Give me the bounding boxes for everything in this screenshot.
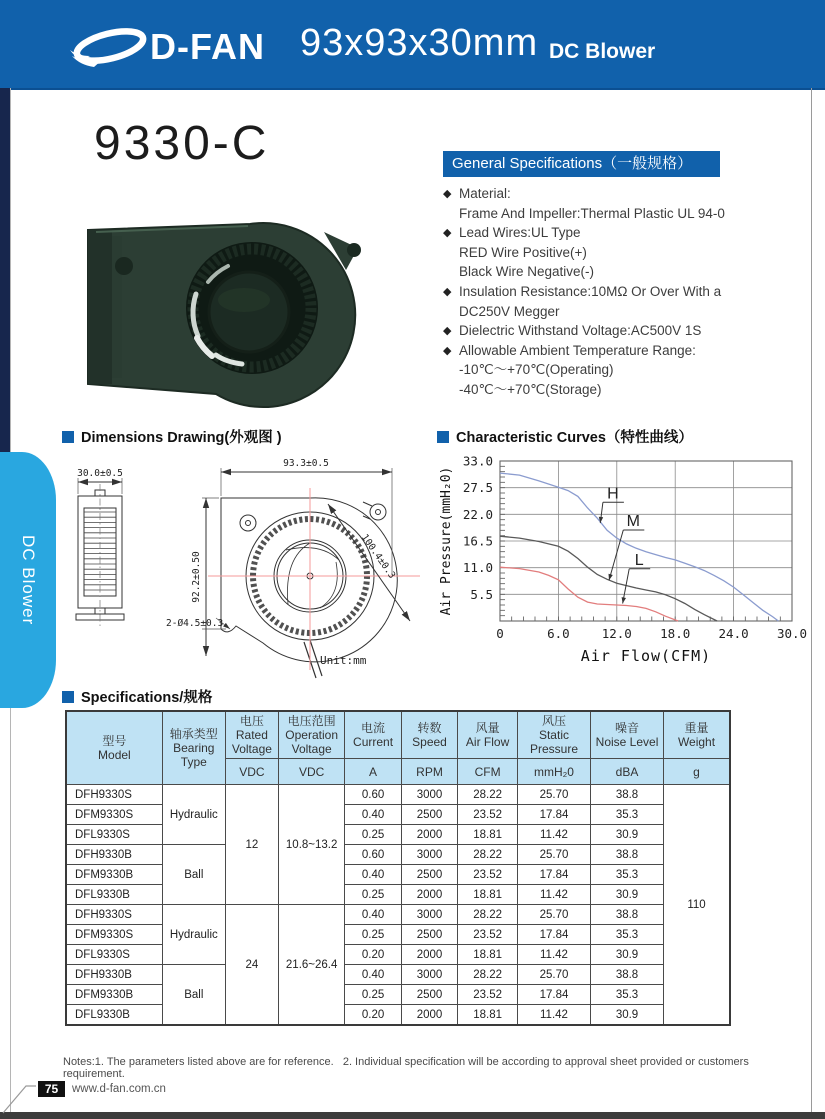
spec-line-text: Material: xyxy=(459,186,511,201)
table-cell: 38.8 xyxy=(591,965,664,985)
table-cell: 0.40 xyxy=(345,905,401,925)
dim-height-label: 92.2±0.50 xyxy=(191,551,202,603)
diamond-bullet-icon: ◆ xyxy=(443,188,452,200)
side-tab-label: DC Blower xyxy=(19,534,38,626)
table-cell: 110 xyxy=(664,785,730,1026)
model-title: 9330-C xyxy=(94,117,270,170)
col-unit: RPM xyxy=(401,759,457,785)
table-cell: DFM9330B xyxy=(66,865,162,885)
diamond-bullet-icon: ◆ xyxy=(443,325,452,338)
spec-line xyxy=(443,360,815,380)
table-cell: 0.20 xyxy=(345,945,401,965)
col-unit: VDC xyxy=(278,759,344,785)
table-cell: 23.52 xyxy=(458,805,518,825)
col-header: 电压范围 Operation Voltage xyxy=(278,711,344,759)
diamond-bullet-icon: ◆ xyxy=(443,227,452,240)
table-cell: 18.81 xyxy=(458,945,518,965)
table-cell: 11.42 xyxy=(517,885,590,905)
table-cell: 30.9 xyxy=(591,885,664,905)
header-bar xyxy=(0,0,825,90)
dimensions-drawing xyxy=(58,446,436,684)
table-cell: 0.25 xyxy=(345,885,401,905)
table-cell: 23.52 xyxy=(458,925,518,945)
col-header: 风量 Air Flow xyxy=(458,711,518,759)
table-cell: DFM9330S xyxy=(66,925,162,945)
table-cell: DFH9330S xyxy=(66,785,162,805)
spec-table-title-label: Specifications/规格 xyxy=(81,690,213,706)
table-cell: DFL9330B xyxy=(66,1005,162,1026)
spec-line-text: Allowable Ambient Temperature Range: xyxy=(459,342,696,358)
table-cell: 28.22 xyxy=(458,965,518,985)
table-cell: 12 xyxy=(225,785,278,905)
section-square-icon xyxy=(62,691,74,703)
spec-line-text: -40℃～+70℃(Storage) xyxy=(459,381,602,397)
svg-text:12.0: 12.0 xyxy=(601,626,632,641)
svg-text:H: H xyxy=(607,485,619,503)
spec-line xyxy=(443,243,815,263)
table-cell: 11.42 xyxy=(517,1005,590,1026)
table-cell: DFL9330S xyxy=(66,945,162,965)
dfan-logo xyxy=(68,16,298,74)
table-cell: 21.6~26.4 xyxy=(278,905,344,1026)
spec-line xyxy=(443,184,815,204)
svg-text:6.0: 6.0 xyxy=(547,626,570,641)
svg-text:Air Flow(CFM): Air Flow(CFM) xyxy=(580,647,712,665)
table-cell: Ball xyxy=(162,965,225,1026)
table-cell: 10.8~13.2 xyxy=(278,785,344,905)
table-cell: 0.25 xyxy=(345,985,401,1005)
table-cell: 0.40 xyxy=(345,805,401,825)
svg-text:11.0: 11.0 xyxy=(462,560,493,576)
notes-text: Notes:1. The parameters listed above are for reference. 2. Individual specification will be according to approval sheet provided or customers requirement. xyxy=(63,1056,752,1080)
svg-text:0: 0 xyxy=(496,626,504,641)
table-cell: 0.40 xyxy=(345,965,401,985)
table-cell: 0.60 xyxy=(345,845,401,865)
table-cell: 11.42 xyxy=(517,945,590,965)
specifications-table xyxy=(65,710,731,1026)
spec-line xyxy=(443,302,815,322)
table-cell: DFL9330B xyxy=(66,885,162,905)
col-unit: CFM xyxy=(458,759,518,785)
col-header: 轴承类型 Bearing Type xyxy=(162,711,225,785)
table-cell: 2500 xyxy=(401,985,457,1005)
table-cell: 38.8 xyxy=(591,785,664,805)
blower-fan-image xyxy=(88,223,361,407)
spec-line-text: Insulation Resistance:10MΩ Or Over With a xyxy=(459,283,722,299)
bottom-dark-bar xyxy=(0,1112,825,1119)
table-cell: Hydraulic xyxy=(162,785,225,845)
table-cell: 17.84 xyxy=(517,985,590,1005)
table-cell: 3000 xyxy=(401,905,457,925)
table-cell: 2000 xyxy=(401,945,457,965)
spec-line xyxy=(443,223,815,243)
table-cell: 30.9 xyxy=(591,945,664,965)
dim-width-label: 93.3±0.5 xyxy=(283,458,329,469)
table-cell: 28.22 xyxy=(458,845,518,865)
general-specifications-section xyxy=(443,151,815,400)
table-cell: 3000 xyxy=(401,785,457,805)
dim-depth-label: 30.0±0.5 xyxy=(77,468,123,479)
table-cell: 23.52 xyxy=(458,865,518,885)
table-cell: 0.40 xyxy=(345,865,401,885)
col-header: 电流 Current xyxy=(345,711,401,759)
table-cell: 18.81 xyxy=(458,825,518,845)
section-square-icon xyxy=(437,431,449,443)
col-header: 重量 Weight xyxy=(664,711,730,759)
table-cell: 18.81 xyxy=(458,885,518,905)
table-cell: 38.8 xyxy=(591,845,664,865)
curves-title-label: Characteristic Curves（特性曲线） xyxy=(456,430,693,446)
diamond-bullet-icon: ◆ xyxy=(443,285,452,298)
table-cell: 0.60 xyxy=(345,785,401,805)
col-unit: A xyxy=(345,759,401,785)
table-cell: DFM9330S xyxy=(66,805,162,825)
spec-line xyxy=(443,262,815,282)
table-header xyxy=(66,711,730,785)
table-cell: 2500 xyxy=(401,865,457,885)
dim-diagonal-label: 100.4±0.3 xyxy=(358,532,398,581)
table-cell: 25.70 xyxy=(517,845,590,865)
col-unit: dBA xyxy=(591,759,664,785)
table-cell: DFH9330B xyxy=(66,965,162,985)
product-type-title: DC Blower xyxy=(549,40,656,63)
col-header: 噪音 Noise Level xyxy=(591,711,664,759)
table-cell: DFL9330S xyxy=(66,825,162,845)
table-cell: 35.3 xyxy=(591,805,664,825)
spec-line xyxy=(443,204,815,224)
page-number-badge: 75 xyxy=(38,1081,65,1097)
characteristic-curves-chart xyxy=(436,449,814,677)
spec-line-text: RED Wire Positive(+) xyxy=(459,244,587,260)
table-row xyxy=(66,905,730,925)
table-cell: 35.3 xyxy=(591,865,664,885)
diamond-bullet-icon: ◆ xyxy=(443,344,452,357)
logo-text: D-FAN xyxy=(150,26,265,67)
spec-line-text: Dielectric Withstand Voltage:AC500V 1S xyxy=(459,323,702,339)
table-cell: 3000 xyxy=(401,965,457,985)
table-cell: 24 xyxy=(225,905,278,1026)
website-text: www.d-fan.com.cn xyxy=(72,1083,166,1095)
table-cell: 25.70 xyxy=(517,785,590,805)
table-row xyxy=(66,965,730,985)
curves-section-title xyxy=(437,426,693,447)
table-cell: 30.9 xyxy=(591,1005,664,1026)
spec-line-text: DC250V Megger xyxy=(459,303,560,319)
svg-text:L: L xyxy=(634,551,644,569)
dimensions-section-title xyxy=(62,426,282,447)
spec-line xyxy=(443,282,815,302)
general-specs-title: General Specifications（一般规格） xyxy=(443,151,720,177)
col-unit: g xyxy=(664,759,730,785)
table-cell: 11.42 xyxy=(517,825,590,845)
table-cell: 17.84 xyxy=(517,925,590,945)
table-cell: DFM9330B xyxy=(66,985,162,1005)
table-cell: 28.22 xyxy=(458,785,518,805)
section-square-icon xyxy=(62,431,74,443)
spec-table-section-title xyxy=(62,686,212,707)
table-cell: DFH9330S xyxy=(66,905,162,925)
table-cell: 2500 xyxy=(401,925,457,945)
spec-line-text: -10℃～+70℃(Operating) xyxy=(459,362,614,378)
left-navy-strip xyxy=(0,88,10,458)
spec-line-text: Black Wire Negative(-) xyxy=(459,264,595,280)
table-row xyxy=(66,845,730,865)
table-cell: 17.84 xyxy=(517,865,590,885)
spec-line xyxy=(443,341,815,361)
svg-text:M: M xyxy=(626,512,641,530)
col-unit: VDC xyxy=(225,759,278,785)
dimensions-title-label: Dimensions Drawing(外观图 ) xyxy=(81,430,282,446)
product-photo xyxy=(66,186,401,414)
spec-line-text: Frame And Impeller:Thermal Plastic UL 94-0 xyxy=(459,205,725,221)
col-unit: mmH₂0 xyxy=(517,759,590,785)
table-cell: 23.52 xyxy=(458,985,518,1005)
table-cell: 18.81 xyxy=(458,1005,518,1026)
col-header: 转数 Speed xyxy=(401,711,457,759)
spec-line xyxy=(443,380,815,400)
svg-text:22.0: 22.0 xyxy=(462,506,493,522)
product-size-title: 93x93x30mm xyxy=(300,22,539,64)
svg-text:30.0: 30.0 xyxy=(776,626,808,641)
spec-line-text: Lead Wires:UL Type xyxy=(459,225,581,241)
dim-holes-label: 2-Ø4.5±0.3 xyxy=(166,618,224,629)
table-cell: 0.20 xyxy=(345,1005,401,1026)
col-header: 电压 Rated Voltage xyxy=(225,711,278,759)
spec-line xyxy=(443,321,815,341)
svg-text:Air Pressure(mmH₂0): Air Pressure(mmH₂0) xyxy=(439,466,454,616)
table-cell: 17.84 xyxy=(517,805,590,825)
table-cell: 28.22 xyxy=(458,905,518,925)
table-cell: 25.70 xyxy=(517,905,590,925)
swoosh-icon xyxy=(70,26,146,67)
table-cell: 2000 xyxy=(401,885,457,905)
table-cell: 0.25 xyxy=(345,925,401,945)
general-specs-list xyxy=(443,184,815,400)
svg-text:27.5: 27.5 xyxy=(462,480,493,496)
svg-text:33.0: 33.0 xyxy=(462,453,493,469)
unit-label: Unit:mm xyxy=(320,654,367,667)
table-row xyxy=(66,785,730,805)
table-cell: 38.8 xyxy=(591,905,664,925)
table-cell: DFH9330B xyxy=(66,845,162,865)
svg-text:16.5: 16.5 xyxy=(462,533,493,549)
col-header: 型号 Model xyxy=(66,711,162,785)
table-cell: Hydraulic xyxy=(162,905,225,965)
svg-text:18.0: 18.0 xyxy=(660,626,691,641)
table-cell: 2000 xyxy=(401,1005,457,1026)
svg-text:5.5: 5.5 xyxy=(470,586,493,602)
table-cell: 0.25 xyxy=(345,825,401,845)
table-cell: 30.9 xyxy=(591,825,664,845)
side-tab-dc-blower xyxy=(0,452,56,708)
table-cell: Ball xyxy=(162,845,225,905)
table-cell: 25.70 xyxy=(517,965,590,985)
table-body xyxy=(66,785,730,1026)
svg-text:24.0: 24.0 xyxy=(718,626,749,641)
table-cell: 35.3 xyxy=(591,925,664,945)
table-cell: 3000 xyxy=(401,845,457,865)
table-cell: 35.3 xyxy=(591,985,664,1005)
table-cell: 2000 xyxy=(401,825,457,845)
col-header: 风压 Static Pressure xyxy=(517,711,590,759)
table-cell: 2500 xyxy=(401,805,457,825)
